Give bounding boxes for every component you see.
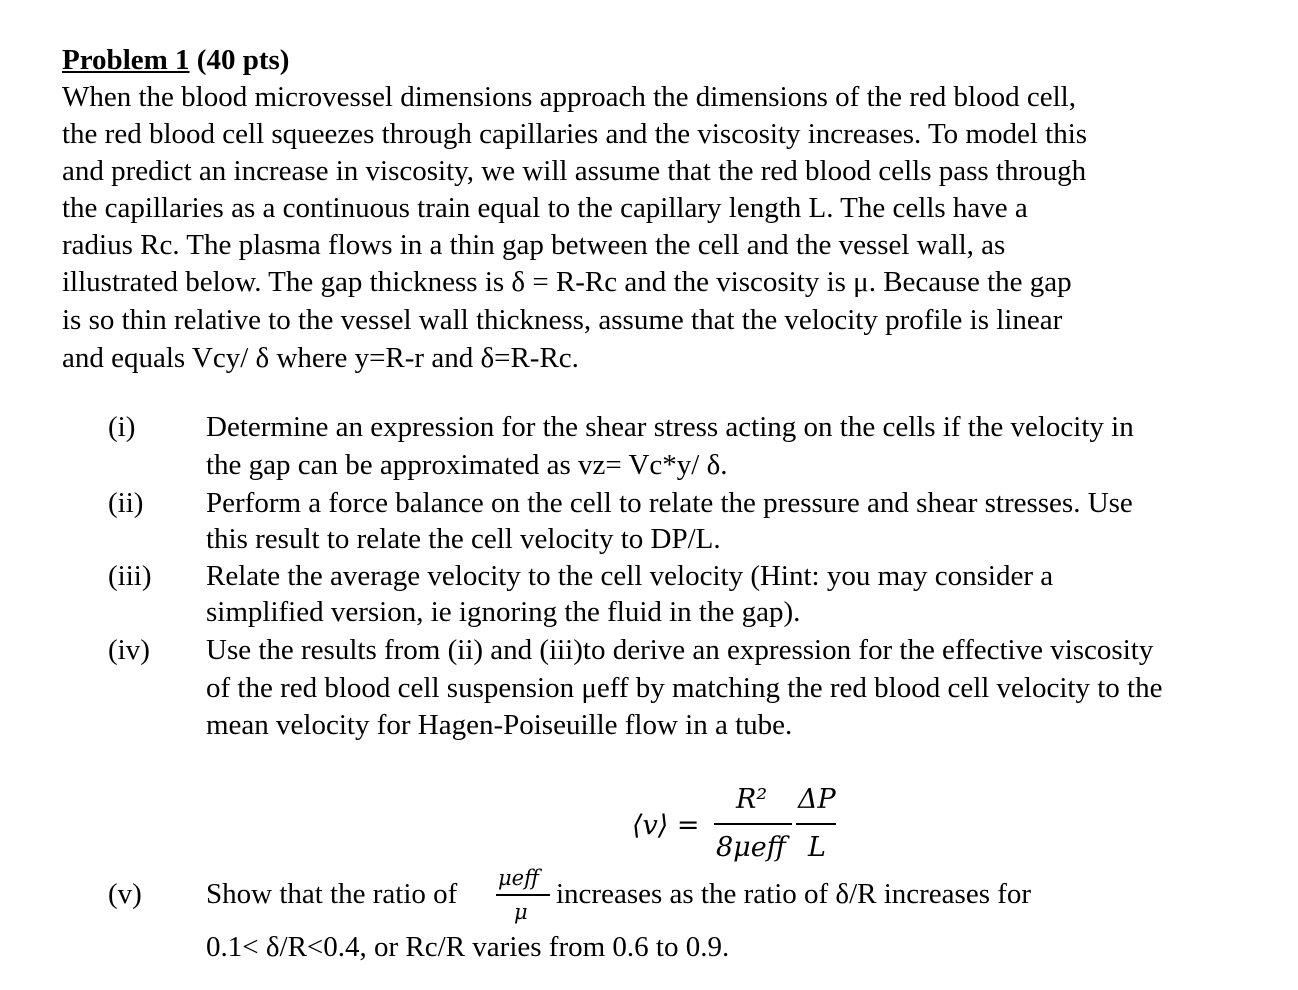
equation-numerator-r2: R² (736, 784, 768, 815)
part-ii-text: this result to relate the cell velocity to DP/L. (206, 523, 721, 555)
equation-denominator-l: L (808, 832, 826, 863)
paragraph-line: is so thin relative to the vessel wall thickness, assume that the velocity profile is linear (62, 304, 1063, 336)
paragraph-line: and equals Vcy/ δ where y=R-r and δ=R-Rc. (62, 342, 579, 374)
part-iii-text: Relate the average velocity to the cell velocity (Hint: you may consider a (206, 560, 1054, 592)
part-ii-text: Perform a force balance on the cell to relate the pressure and shear stresses. Use (206, 487, 1133, 519)
problem-title: Problem 1 (62, 44, 190, 76)
part-i-label: (i) (108, 411, 136, 443)
ratio-denominator: μ (514, 900, 528, 924)
ratio-numerator: μeff (498, 866, 539, 890)
part-v-label: (v) (108, 878, 142, 910)
equation-denominator-mu-eff: 8μeff (716, 832, 786, 863)
paragraph-line: and predict an increase in viscosity, we will assume that the red blood cells pass through (62, 155, 1087, 187)
part-i-text: Determine an expression for the shear stress acting on the cells if the velocity in (206, 411, 1134, 443)
part-iii-label: (iii) (108, 560, 152, 592)
paragraph-line: the capillaries as a continuous train equal to the capillary length L. The cells have a (62, 192, 1028, 224)
part-iv-text: mean velocity for Hagen-Poiseuille flow in a tube. (206, 709, 793, 741)
part-iv-label: (iv) (108, 634, 150, 666)
paragraph-line: When the blood microvessel dimensions approach the dimensions of the red blood cell, (62, 81, 1076, 113)
paragraph-line: the red blood cell squeezes through capillaries and the viscosity increases. To model this (62, 118, 1088, 150)
part-v-text-before: Show that the ratio of (206, 878, 458, 910)
fraction-bar (796, 823, 836, 825)
part-v-line2: 0.1< δ/R<0.4, or Rc/R varies from 0.6 to 0.9. (206, 931, 730, 963)
problem-heading (62, 42, 289, 78)
equation-lhs: ⟨v⟩ = (632, 810, 700, 841)
equation-numerator-delta-p: ΔP (798, 784, 836, 815)
part-ii-label: (ii) (108, 487, 144, 519)
part-i-text: the gap can be approximated as vz= Vc*y/ δ. (206, 449, 728, 481)
ratio-fraction-bar (496, 894, 550, 896)
problem-points: (40 pts) (196, 44, 290, 76)
part-v-text-after: increases as the ratio of δ/R increases for (556, 878, 1032, 910)
fraction-bar (714, 823, 792, 825)
part-iv-text: of the red blood cell suspension μeff by matching the red blood cell velocity to the (206, 672, 1163, 704)
part-iv-text: Use the results from (ii) and (iii)to derive an expression for the effective viscosity (206, 634, 1154, 666)
paragraph-line: illustrated below. The gap thickness is δ = R-Rc and the viscosity is μ. Because the gap (62, 266, 1072, 298)
part-iii-text: simplified version, ie ignoring the fluid in the gap). (206, 596, 801, 628)
paragraph-line: radius Rc. The plasma flows in a thin gap between the cell and the vessel wall, as (62, 229, 1006, 261)
